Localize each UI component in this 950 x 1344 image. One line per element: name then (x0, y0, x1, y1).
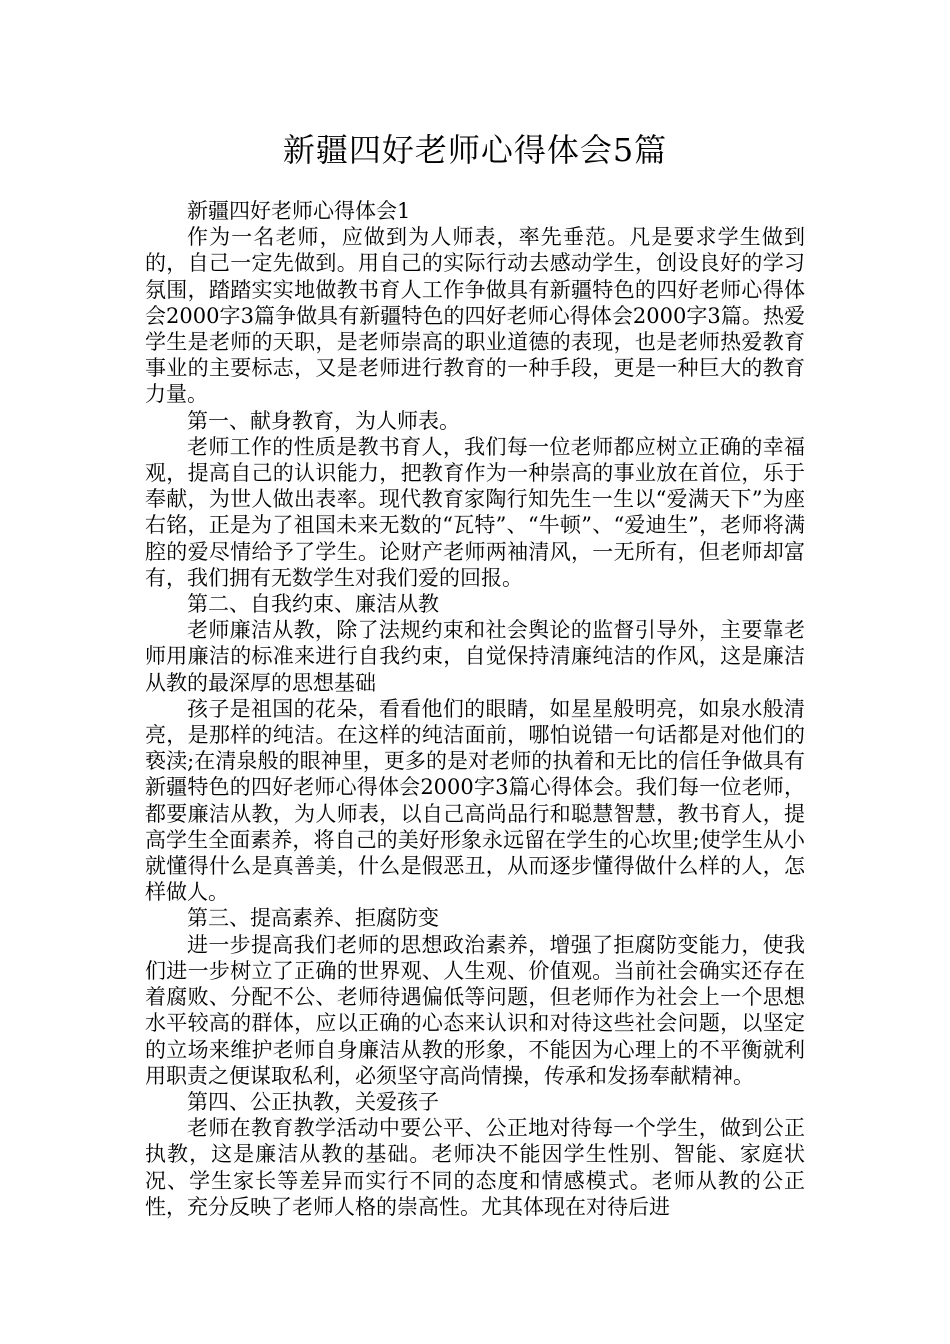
paragraph: 老师在教育教学活动中要公平、公正地对待每一个学生，做到公正执教，这是廉洁从教的基础。老师决不能因学生性别、智能、家庭状况、学生家长等差异而实行不同的态度和情感模式。老师从教的公正性，充分反映了老师人格的崇高性。尤其体现在对待后进 (145, 1116, 805, 1219)
paragraph-point-heading: 第一、献身教育，为人师表。 (187, 408, 460, 433)
paragraph: 进一步提高我们老师的思想政治素养，增强了拒腐防变能力，使我们进一步树立了正确的世界观、人生观、价值观。当前社会确实还存在着腐败、分配不公、老师待遇偏低等问题，但老师作为社会上一个思想水平较高的群体，应以正确的心态来认识和对待这些社会问题，以坚定的立场来维护老师自身廉洁从教的形象，不能因为心理上的不平衡就利用职责之便谋取私利，必须坚守高尚情操，传承和发扬奉献精神。 (145, 932, 805, 1088)
paragraph: 作为一名老师，应做到为人师表，率先垂范。凡是要求学生做到的，自己一定先做到。用自己的实际行动去感动学生，创设良好的学习氛围，踏踏实实地做教书育人工作争做具有新疆特色的四好老师心得体会2000字3篇争做具有新疆特色的四好老师心得体会2000字3篇。热爱学生是老师的天职，是老师崇高的职业道德的表现，也是老师热爱教育事业的主要标志，又是老师进行教育的一种手段，更是一种巨大的教育力量。 (145, 225, 805, 407)
paragraph-section-heading: 新疆四好老师心得体会1 (187, 199, 411, 223)
paragraph: 老师工作的性质是教书育人，我们每一位老师都应树立正确的幸福观，提高自己的认识能力，把教育作为一种崇高的事业放在首位，乐于奉献，为世人做出表率。现代教育家陶行知先生一生以“爱满天下”为座右铭，正是为了祖国未来无数的“瓦特”、“牛顿”、“爱迪生”，老师将满腔的爱尽情给予了学生。论财产老师两袖清风，一无所有，但老师却富有，我们拥有无数学生对我们爱的回报。 (145, 434, 805, 590)
paragraph-point-heading: 第四、公正执教，关爱孩子 (187, 1089, 439, 1114)
document-title: 新疆四好老师心得体会5篇 (282, 131, 668, 169)
document-body (145, 198, 805, 1220)
paragraph: 老师廉洁从教，除了法规约束和社会舆论的监督引导外，主要靠老师用廉洁的标准来进行自我约束，自觉保持清廉纯洁的作风，这是廉洁从教的最深厚的思想基础 (145, 618, 805, 695)
paragraph: 孩子是祖国的花朵，看看他们的眼睛，如星星般明亮，如泉水般清亮，是那样的纯洁。在这样的纯洁面前，哪怕说错一句话都是对他们的亵渎;在清泉般的眼神里，更多的是对老师的执着和无比的信任争做具有新疆特色的四好老师心得体会2000字3篇心得体会。我们每一位老师，都要廉洁从教，为人师表，以自己高尚品行和聪慧智慧，教书育人，提高学生全面素养，将自己的美好形象永远留在学生的心坎里;使学生从小就懂得什么是真善美，什么是假恶丑，从而逐步懂得做什么样的人，怎样做人。 (145, 696, 805, 905)
paragraph-point-heading: 第三、提高素养、拒腐防变 (187, 906, 439, 931)
paragraph-point-heading: 第二、自我约束、廉洁从教 (187, 592, 439, 617)
